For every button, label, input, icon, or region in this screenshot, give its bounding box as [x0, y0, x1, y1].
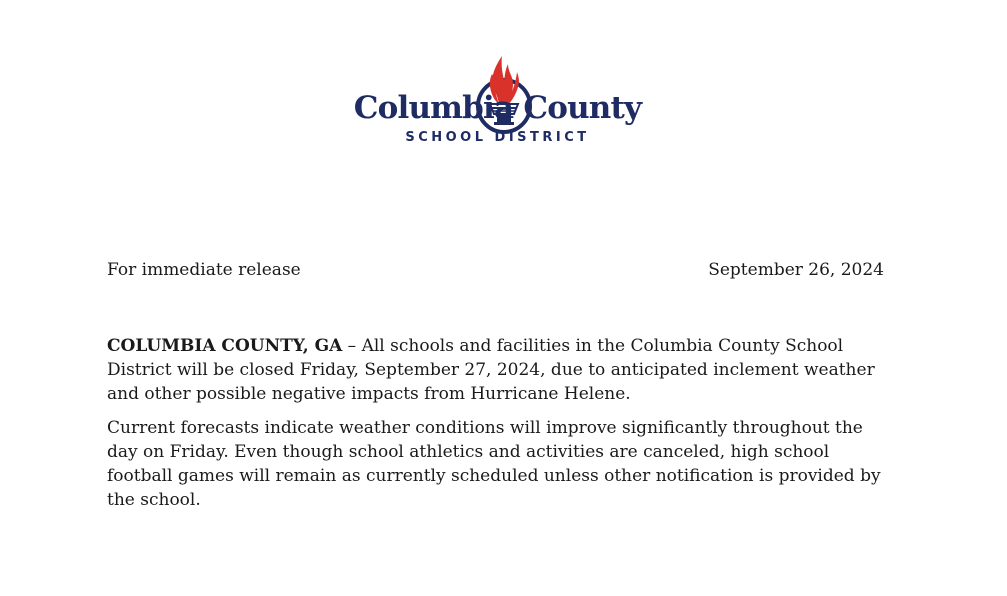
org-subtitle: SCHOOL DISTRICT — [405, 130, 590, 145]
release-date: September 26, 2024 — [708, 260, 884, 280]
press-release-body — [107, 334, 887, 522]
paragraph-1 — [107, 334, 887, 406]
paragraph-2: Current forecasts indicate weather conditions will improve significantly throughout the day on Friday. Even though school athletics and activities are canceled, high school football games will remain as currently scheduled unless other notification is provided by the school. — [107, 418, 881, 510]
release-label: For immediate release — [107, 260, 301, 280]
paragraph-1-text: – All schools and facilities in the Columbia County School District will be closed Friday, September 27, 2024, due to anticipated inclement weather and other possible negative impacts from Hurricane Helene. — [107, 336, 875, 404]
org-name: Columbia County — [353, 90, 642, 126]
dateline: COLUMBIA COUNTY, GA — [107, 336, 343, 356]
